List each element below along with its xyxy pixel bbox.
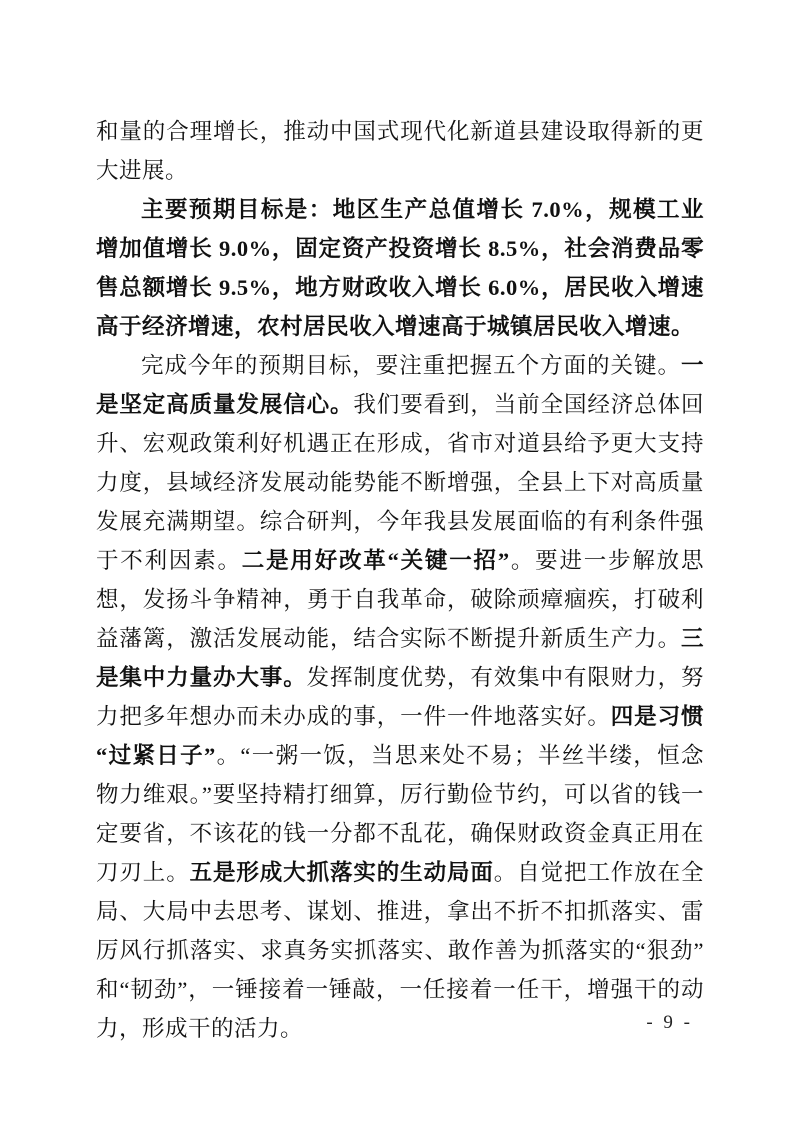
key-point-4-heading: 四是习惯“过紧日子” (96, 704, 704, 768)
paragraph-text: 。自觉把工作放在全局、大局中去思考、谋划、推进，拿出不折不扣抓落实、雷厉风行抓落实、求真务实抓落实、敢作善为抓落实的“狠劲”和“韧劲”，一锤接着一锤敲，一任接着一任干，增强干的动力，形成干的活力。 (96, 860, 704, 1041)
paragraph-five-keys (96, 346, 704, 1048)
paragraph-text: 。“一粥一饭，当思来处不易；半丝半缕，恒念物力维艰。”要坚持精打细算，厉行勤俭节约，可以省的钱一定要省，不该花的钱一分都不乱花，确保财政资金真正用在刀刃上。 (96, 743, 704, 885)
key-point-3-heading: 三是集中力量办大事。 (96, 626, 704, 690)
key-point-2-heading: 二是用好改革“关键一招” (241, 548, 510, 573)
paragraph-text: 和量的合理增长，推动中国式现代化新道县建设取得新的更大进展。 (96, 119, 704, 183)
paragraph-text: 完成今年的预期目标，要注重把握五个方面的关键。 (141, 353, 681, 378)
key-point-5-heading: 五是形成大抓落实的生动局面 (189, 860, 494, 885)
paragraph-text: 。要进一步解放思想，发扬斗争精神，勇于自我革命，破除顽瘴痼疾，打破利益藩篱，激活发展动能，结合实际不断提升新质生产力。 (96, 548, 704, 651)
document-body (96, 112, 704, 1048)
paragraph-text: 我们要看到，当前全国经济总体回升、宏观政策利好机遇正在形成，省市对道县给予更大支持力度，县域经济发展动能势能不断增强，全县上下对高质量发展充满期望。综合研判，今年我县发展面临的有利条件强于不利因素。 (96, 392, 704, 573)
paragraph-targets (96, 190, 704, 346)
key-point-1-heading: 一是坚定高质量发展信心。 (96, 353, 704, 417)
paragraph-text-bold: 主要预期目标是：地区生产总值增长 7.0%，规模工业增加值增长 9.0%，固定资产投资增长 8.5%，社会消费品零售总额增长 9.5%，地方财政收入增长 6.0%，居民收入增速高于经济增速，农村居民收入增速高于城镇居民收入增速。 (96, 197, 704, 339)
paragraph-text: 发挥制度优势，有效集中有限财力，努力把多年想办而未办成的事，一件一件地落实好。 (96, 665, 704, 729)
page-number: - 9 - (646, 1012, 693, 1033)
paragraph-continuation (96, 112, 704, 190)
